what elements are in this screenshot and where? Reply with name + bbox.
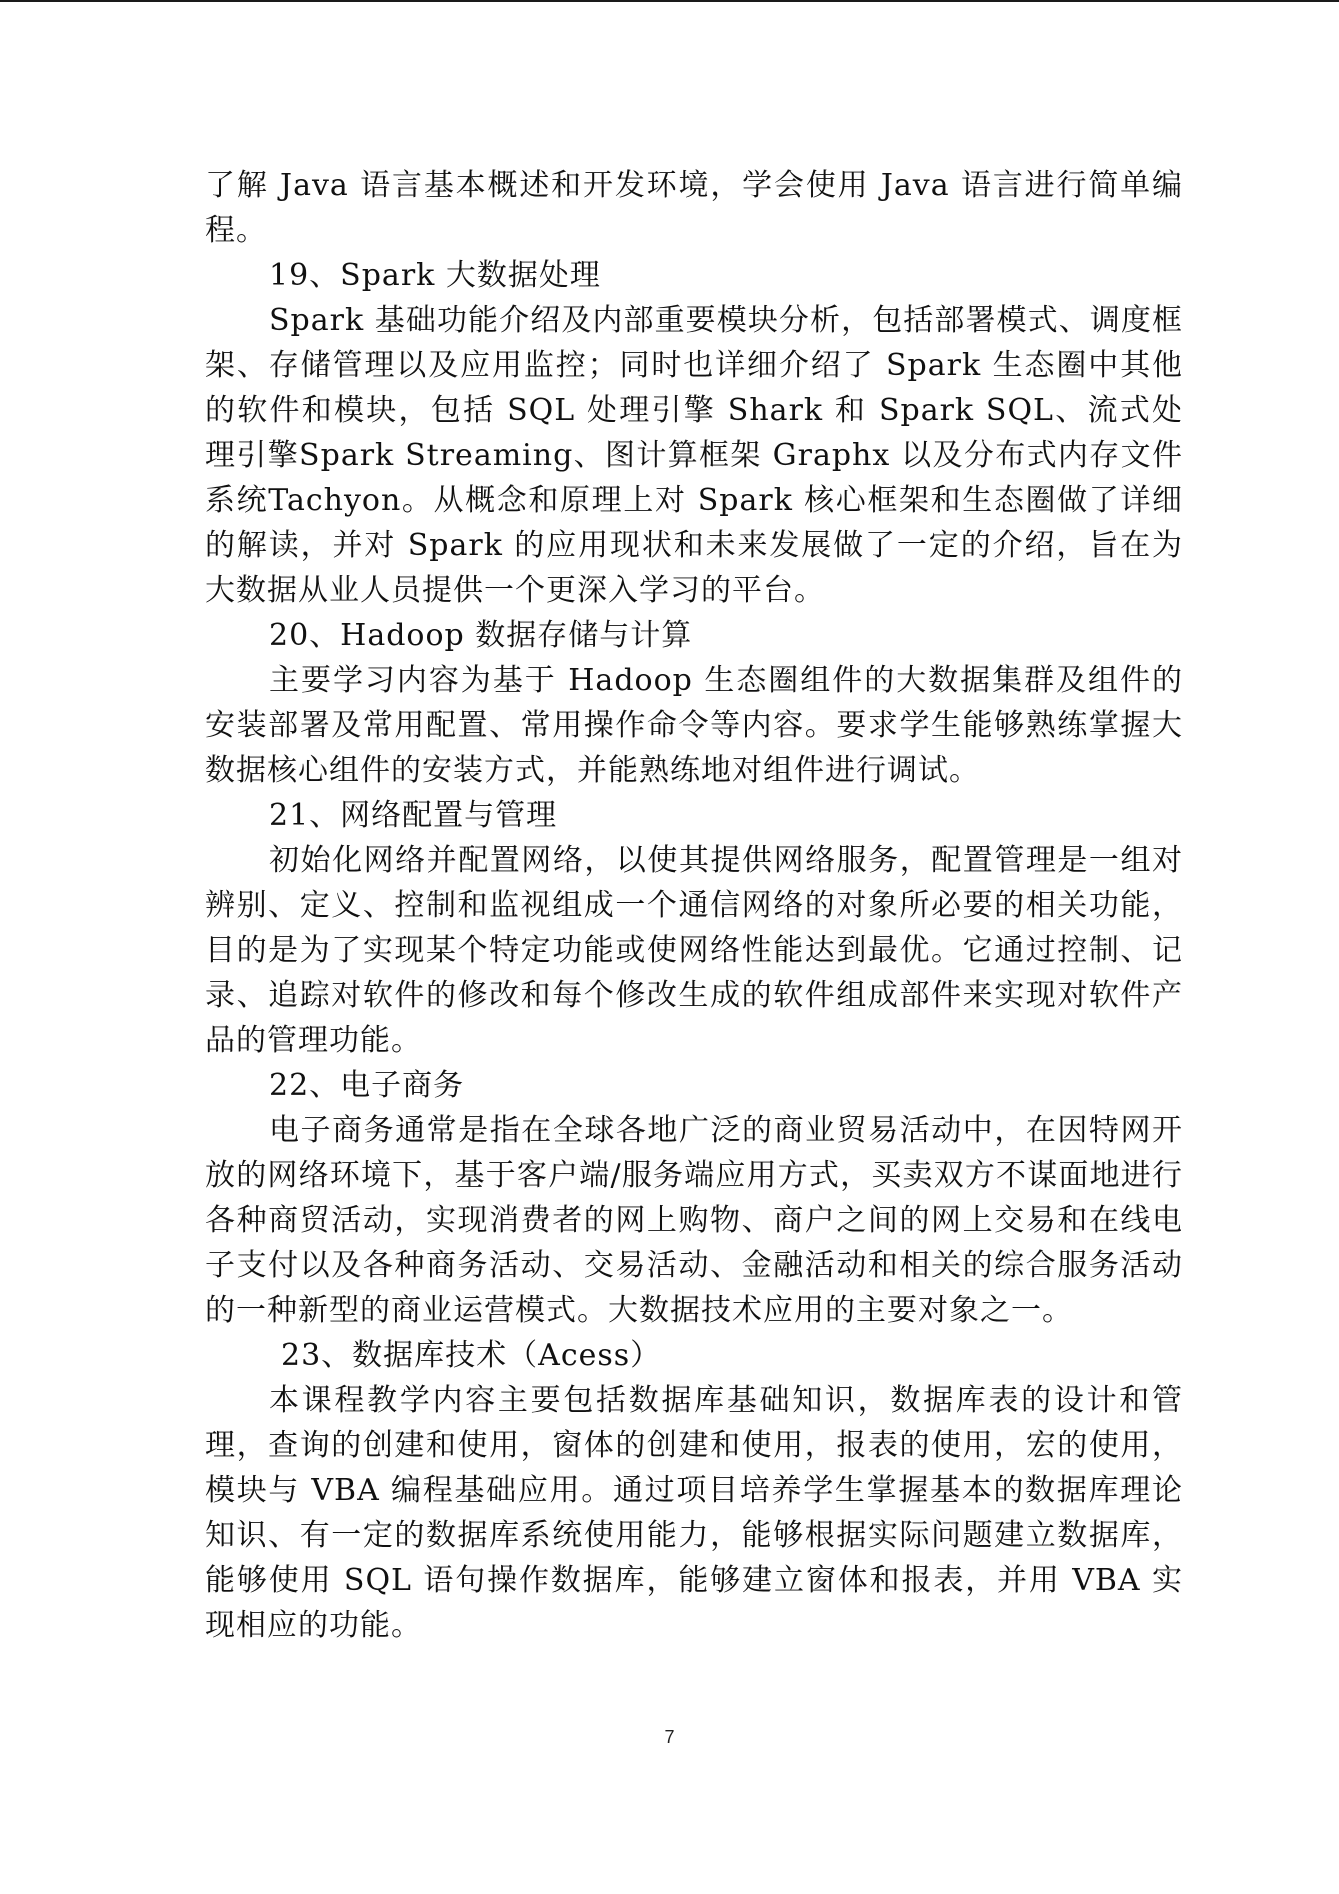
- section-body-database: 本课程教学内容主要包括数据库基础知识，数据库表的设计和管理，查询的创建和使用，窗体的创建和使用，报表的使用，宏的使用，模块与 VBA 编程基础应用。通过项目培养学生掌握基本的数据库理论知识、有一定的数据库系统使用能力，能够根据实际问题建立数据库，能够使用 SQL 语句操作数据库，能够建立窗体和报表，并用 VBA 实现相应的功能。: [205, 1383, 1183, 1643]
- document-body: [205, 163, 1183, 1648]
- section-body-spark: Spark 基础功能介绍及内部重要模块分析，包括部署模式、调度框架、存储管理以及应用监控；同时也详细介绍了 Spark 生态圈中其他的软件和模块，包括 SQL 处理引擎 Shark 和 Spark SQL、流式处理引擎Spark Streaming、图计算框架 Graphx 以及分布式内存文件系统Tachyon。从概念和原理上对 Spark 核心框架和生态圈做了详细的解读，并对 Spark 的应用现状和未来发展做了一定的介绍，旨在为大数据从业人员提供一个更深入学习的平台。: [205, 303, 1183, 608]
- section-heading-hadoop: 20、Hadoop 数据存储与计算: [269, 618, 693, 653]
- section-heading-network: 21、网络配置与管理: [269, 798, 558, 833]
- section-heading-database: 23、数据库技术（Acess）: [281, 1338, 662, 1373]
- section-heading-spark: 19、Spark 大数据处理: [269, 258, 601, 293]
- section-body-hadoop: 主要学习内容为基于 Hadoop 生态圈组件的大数据集群及组件的安装部署及常用配置、常用操作命令等内容。要求学生能够熟练掌握大数据核心组件的安装方式，并能熟练地对组件进行调试。: [205, 663, 1183, 788]
- page-top-rule: [0, 0, 1339, 2]
- section-heading-ecommerce: 22、电子商务: [269, 1068, 465, 1103]
- intro-paragraph: 了解 Java 语言基本概述和开发环境，学会使用 Java 语言进行简单编程。: [205, 168, 1183, 248]
- page-number: 7: [664, 1727, 675, 1747]
- section-body-ecommerce: 电子商务通常是指在全球各地广泛的商业贸易活动中，在因特网开放的网络环境下，基于客户端/服务端应用方式，买卖双方不谋面地进行各种商贸活动，实现消费者的网上购物、商户之间的网上交易和在线电子支付以及各种商务活动、交易活动、金融活动和相关的综合服务活动的一种新型的商业运营模式。大数据技术应用的主要对象之一。: [205, 1113, 1183, 1328]
- section-body-network: 初始化网络并配置网络，以使其提供网络服务，配置管理是一组对辨别、定义、控制和监视组成一个通信网络的对象所必要的相关功能，目的是为了实现某个特定功能或使网络性能达到最优。它通过控制、记录、追踪对软件的修改和每个修改生成的软件组成部件来实现对软件产品的管理功能。: [205, 843, 1183, 1058]
